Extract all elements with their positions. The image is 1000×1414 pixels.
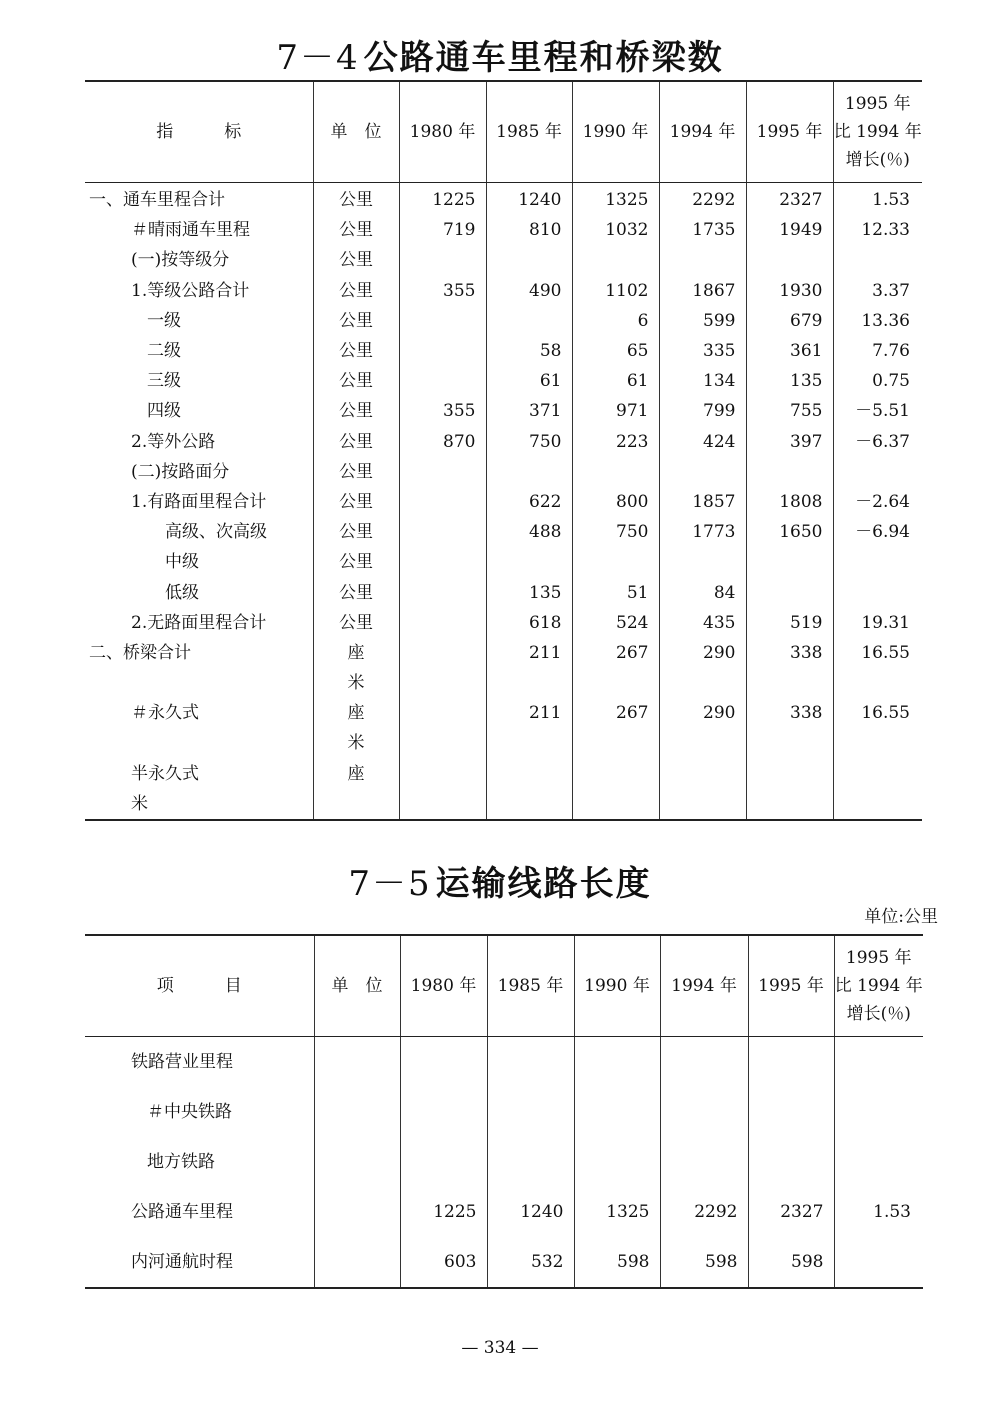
- row-unit: 公里: [313, 183, 399, 216]
- cell-v1980: [399, 517, 486, 547]
- header-growth-line1: 1995 年: [844, 94, 911, 114]
- row-label: [85, 728, 313, 758]
- cell-v1990: [572, 457, 659, 487]
- cell-growth: 12.33: [833, 215, 922, 245]
- header-1985: 1985 年: [486, 81, 572, 183]
- table-row: [85, 396, 922, 426]
- cell-v1980: 603: [400, 1237, 487, 1288]
- cell-v1995: 1808: [746, 487, 833, 517]
- cell-growth: [833, 728, 922, 758]
- header-growth-line3: 增长(％): [846, 1004, 911, 1024]
- row-label: 三级: [147, 371, 181, 392]
- cell-growth: [833, 668, 922, 698]
- row-label: 公路通车里程: [131, 1202, 233, 1222]
- cell-v1990: 61: [572, 366, 659, 396]
- cell-v1985: [486, 668, 572, 698]
- cell-v1995: 2327: [746, 183, 833, 216]
- cell-v1994: 424: [659, 427, 746, 457]
- cell-v1980: [399, 457, 486, 487]
- cell-v1980: [399, 698, 486, 728]
- row-label: 四级: [147, 401, 181, 422]
- header-unit: 单 位: [314, 935, 400, 1037]
- cell-v1995: [746, 668, 833, 698]
- row-label: 一、通车里程合计: [89, 190, 225, 211]
- cell-v1985: 488: [486, 517, 572, 547]
- header-1990: 1990 年: [574, 935, 660, 1037]
- header-growth-line3: 增长(％): [845, 150, 910, 170]
- cell-v1990: 65: [572, 336, 659, 366]
- cell-v1994: [660, 1137, 748, 1187]
- cell-growth: [834, 1037, 923, 1088]
- cell-v1994: 2292: [660, 1187, 748, 1237]
- cell-v1980: 870: [399, 427, 486, 457]
- row-label: 一级: [147, 310, 181, 331]
- cell-v1995: 2327: [748, 1187, 834, 1237]
- cell-v1980: [400, 1087, 487, 1137]
- cell-v1994: 335: [659, 336, 746, 366]
- header-1985: 1985 年: [487, 935, 574, 1037]
- cell-v1985: [487, 1137, 574, 1187]
- cell-v1990: 267: [572, 698, 659, 728]
- table-row: [85, 728, 922, 758]
- cell-v1995: 361: [746, 336, 833, 366]
- row-unit: [314, 1037, 400, 1088]
- cell-v1980: [399, 366, 486, 396]
- cell-v1985: 622: [486, 487, 572, 517]
- header-1995: 1995 年: [746, 81, 833, 183]
- cell-v1990: 1325: [574, 1187, 660, 1237]
- cell-v1980: [400, 1037, 487, 1088]
- cell-v1994: 1857: [659, 487, 746, 517]
- row-label: 低级: [165, 582, 199, 603]
- cell-v1995: [748, 1037, 834, 1088]
- row-label: 地方铁路: [147, 1152, 215, 1172]
- cell-v1994: 799: [659, 396, 746, 426]
- cell-growth: [833, 457, 922, 487]
- cell-growth: －6.94: [833, 517, 922, 547]
- row-label: (一)按等级分: [131, 250, 230, 271]
- cell-v1985: [486, 728, 572, 758]
- cell-v1990: 1325: [572, 183, 659, 216]
- cell-v1990: 51: [572, 577, 659, 607]
- cell-v1990: [572, 728, 659, 758]
- cell-v1994: 84: [659, 577, 746, 607]
- cell-v1995: 679: [746, 306, 833, 336]
- cell-v1995: [746, 789, 833, 820]
- cell-v1985: 61: [486, 366, 572, 396]
- cell-growth: [833, 547, 922, 577]
- row-unit: [314, 1137, 400, 1187]
- header-1994: 1994 年: [659, 81, 746, 183]
- table-row: [85, 1187, 923, 1237]
- table-row: [85, 1037, 923, 1088]
- cell-v1985: [486, 789, 572, 820]
- row-unit: 公里: [313, 427, 399, 457]
- cell-v1985: 618: [486, 608, 572, 638]
- cell-v1990: [572, 759, 659, 789]
- cell-v1985: 810: [486, 215, 572, 245]
- cell-v1994: [659, 245, 746, 275]
- cell-v1980: [399, 608, 486, 638]
- cell-growth: [833, 577, 922, 607]
- cell-v1990: 524: [572, 608, 659, 638]
- cell-v1990: 1032: [572, 215, 659, 245]
- table-7-4-body: [85, 183, 922, 820]
- table-row: [85, 487, 922, 517]
- cell-v1985: [487, 1037, 574, 1088]
- cell-v1995: 1650: [746, 517, 833, 547]
- table-7-5-body: [85, 1037, 923, 1289]
- cell-growth: [834, 1087, 923, 1137]
- row-label: 二级: [147, 341, 181, 362]
- table-row: [85, 276, 922, 306]
- cell-growth: 1.53: [834, 1187, 923, 1237]
- row-label: 内河通航时程: [131, 1252, 233, 1272]
- header-indicator: 指 标: [85, 81, 313, 183]
- cell-v1980: [399, 668, 486, 698]
- table-7-5-header-row: [85, 935, 923, 1037]
- cell-v1985: 1240: [486, 183, 572, 216]
- row-label: ＃永久式: [131, 703, 199, 724]
- cell-v1995: 519: [746, 608, 833, 638]
- cell-growth: [833, 759, 922, 789]
- cell-v1980: 1225: [400, 1187, 487, 1237]
- cell-growth: [833, 245, 922, 275]
- cell-v1995: 755: [746, 396, 833, 426]
- table-row: [85, 336, 922, 366]
- cell-v1980: [399, 789, 486, 820]
- cell-v1980: 355: [399, 276, 486, 306]
- row-label: [85, 668, 313, 698]
- row-unit: 公里: [313, 396, 399, 426]
- row-unit: 公里: [313, 366, 399, 396]
- table-7-4-title-text: 公路通车里程和桥梁数: [363, 38, 724, 78]
- cell-v1990: [574, 1137, 660, 1187]
- cell-growth: 19.31: [833, 608, 922, 638]
- cell-v1995: 135: [746, 366, 833, 396]
- table-row: [85, 1237, 923, 1288]
- table-7-5-unit-note: 单位:公里: [864, 907, 938, 927]
- cell-v1994: 1867: [659, 276, 746, 306]
- cell-v1994: [659, 668, 746, 698]
- header-growth-line2: 比 1994 年: [833, 122, 922, 142]
- header-growth-line2: 比 1994 年: [834, 976, 923, 996]
- row-label: 中级: [165, 552, 199, 573]
- cell-growth: －2.64: [833, 487, 922, 517]
- row-label: 二、桥梁合计: [89, 642, 191, 663]
- cell-v1990: 598: [574, 1237, 660, 1288]
- row-label: (二)按路面分: [131, 461, 230, 482]
- header-1994: 1994 年: [660, 935, 748, 1037]
- cell-growth: －5.51: [833, 396, 922, 426]
- cell-v1994: [660, 1087, 748, 1137]
- row-unit: [314, 1087, 400, 1137]
- row-unit: 座: [313, 638, 399, 668]
- cell-v1990: 800: [572, 487, 659, 517]
- cell-v1980: [399, 728, 486, 758]
- cell-v1985: 490: [486, 276, 572, 306]
- cell-v1994: 599: [659, 306, 746, 336]
- cell-v1990: 750: [572, 517, 659, 547]
- header-item: 项 目: [85, 935, 314, 1037]
- cell-v1985: 371: [486, 396, 572, 426]
- cell-v1995: 1949: [746, 215, 833, 245]
- row-unit: 座: [313, 698, 399, 728]
- header-growth: [834, 935, 923, 1037]
- cell-v1994: [659, 547, 746, 577]
- row-unit: 公里: [313, 336, 399, 366]
- row-label: 高级、次高级: [165, 522, 267, 543]
- cell-growth: 13.36: [833, 306, 922, 336]
- cell-v1985: [487, 1087, 574, 1137]
- row-label: 铁路营业里程: [131, 1052, 233, 1072]
- row-label: ＃中央铁路: [147, 1102, 232, 1122]
- cell-v1980: 719: [399, 215, 486, 245]
- table-row: [85, 1137, 923, 1187]
- cell-v1994: [659, 789, 746, 820]
- table-row: [85, 245, 922, 275]
- row-label: 1.有路面里程合计: [131, 491, 267, 512]
- table-7-4-header-row: [85, 81, 922, 183]
- cell-v1990: 1102: [572, 276, 659, 306]
- cell-v1990: [572, 245, 659, 275]
- cell-growth: [834, 1237, 923, 1288]
- cell-growth: 3.37: [833, 276, 922, 306]
- cell-v1985: 1240: [487, 1187, 574, 1237]
- cell-v1994: [659, 457, 746, 487]
- row-unit: 座: [313, 759, 399, 789]
- cell-v1995: [746, 728, 833, 758]
- cell-v1990: 267: [572, 638, 659, 668]
- row-unit: 公里: [313, 608, 399, 638]
- header-1990: 1990 年: [572, 81, 659, 183]
- row-unit: 公里: [313, 517, 399, 547]
- table-row: [85, 306, 922, 336]
- row-label: 半永久式: [131, 763, 199, 784]
- cell-v1994: 598: [660, 1237, 748, 1288]
- row-unit: 公里: [313, 276, 399, 306]
- cell-growth: 16.55: [833, 698, 922, 728]
- cell-v1994: 290: [659, 698, 746, 728]
- cell-v1995: [748, 1137, 834, 1187]
- cell-v1990: [574, 1087, 660, 1137]
- cell-v1994: [659, 728, 746, 758]
- table-row: [85, 183, 922, 216]
- cell-growth: 7.76: [833, 336, 922, 366]
- cell-v1985: [486, 306, 572, 336]
- cell-v1995: 1930: [746, 276, 833, 306]
- row-label: ＃晴雨通车里程: [131, 220, 250, 241]
- cell-v1980: [399, 759, 486, 789]
- cell-growth: 1.53: [833, 183, 922, 216]
- cell-v1990: [574, 1037, 660, 1088]
- cell-v1985: 58: [486, 336, 572, 366]
- table-row: [85, 638, 922, 668]
- cell-v1994: 290: [659, 638, 746, 668]
- cell-v1980: [399, 245, 486, 275]
- cell-growth: 16.55: [833, 638, 922, 668]
- cell-v1995: 338: [746, 638, 833, 668]
- cell-v1995: 598: [748, 1237, 834, 1288]
- cell-v1995: 397: [746, 427, 833, 457]
- cell-v1985: [486, 547, 572, 577]
- cell-v1985: [486, 245, 572, 275]
- table-row: [85, 759, 922, 789]
- row-unit: 米: [313, 668, 399, 698]
- cell-v1980: [399, 547, 486, 577]
- row-unit: [313, 789, 399, 820]
- row-label: 1.等级公路合计: [131, 280, 250, 301]
- cell-v1990: [572, 789, 659, 820]
- header-unit: 单 位: [313, 81, 399, 183]
- cell-v1985: [486, 457, 572, 487]
- row-unit: 公里: [313, 245, 399, 275]
- cell-v1985: [486, 759, 572, 789]
- cell-v1994: 134: [659, 366, 746, 396]
- row-unit: 公里: [313, 487, 399, 517]
- cell-v1990: [572, 547, 659, 577]
- table-row: [85, 366, 922, 396]
- cell-v1990: 6: [572, 306, 659, 336]
- cell-v1980: 355: [399, 396, 486, 426]
- row-unit: [314, 1237, 400, 1288]
- row-unit: 公里: [313, 577, 399, 607]
- cell-v1980: [399, 487, 486, 517]
- cell-v1994: 2292: [659, 183, 746, 216]
- cell-v1994: [660, 1037, 748, 1088]
- cell-v1985: 135: [486, 577, 572, 607]
- cell-v1995: [748, 1087, 834, 1137]
- cell-v1990: 223: [572, 427, 659, 457]
- cell-v1995: [746, 457, 833, 487]
- table-row: [85, 789, 922, 820]
- table-row: [85, 668, 922, 698]
- cell-v1980: [399, 306, 486, 336]
- table-7-5-title: [0, 856, 1000, 905]
- table-row: [85, 608, 922, 638]
- cell-v1995: [746, 577, 833, 607]
- header-1995: 1995 年: [748, 935, 834, 1037]
- cell-v1994: 435: [659, 608, 746, 638]
- table-row: [85, 577, 922, 607]
- header-1980: 1980 年: [400, 935, 487, 1037]
- cell-v1980: [399, 577, 486, 607]
- table-7-5-title-text: 运输线路长度: [435, 864, 652, 904]
- table-row: [85, 457, 922, 487]
- header-1980: 1980 年: [399, 81, 486, 183]
- row-label: 2.等外公路: [131, 431, 216, 452]
- cell-v1985: 532: [487, 1237, 574, 1288]
- cell-v1980: [399, 336, 486, 366]
- cell-v1995: [746, 759, 833, 789]
- row-unit: [314, 1187, 400, 1237]
- cell-v1980: [400, 1137, 487, 1187]
- table-row: [85, 215, 922, 245]
- cell-v1985: 211: [486, 638, 572, 668]
- table-7-5: [85, 934, 923, 1289]
- row-unit: 公里: [313, 215, 399, 245]
- table-row: [85, 1087, 923, 1137]
- row-label: 米: [131, 793, 148, 814]
- table-7-5-number: 7－5: [348, 864, 432, 904]
- cell-growth: －6.37: [833, 427, 922, 457]
- table-row: [85, 547, 922, 577]
- table-7-4-title: [0, 30, 1000, 79]
- table-row: [85, 427, 922, 457]
- cell-growth: [833, 789, 922, 820]
- cell-v1994: 1773: [659, 517, 746, 547]
- table-7-4-number: 7－4: [276, 38, 360, 78]
- cell-v1994: [659, 759, 746, 789]
- row-unit: 公里: [313, 457, 399, 487]
- cell-v1995: 338: [746, 698, 833, 728]
- row-label: 2.无路面里程合计: [131, 612, 267, 633]
- table-row: [85, 698, 922, 728]
- row-unit: 米: [313, 728, 399, 758]
- cell-v1980: 1225: [399, 183, 486, 216]
- cell-v1985: 750: [486, 427, 572, 457]
- header-growth: [833, 81, 922, 183]
- header-growth-line1: 1995 年: [845, 948, 912, 968]
- cell-v1990: [572, 668, 659, 698]
- cell-v1980: [399, 638, 486, 668]
- cell-v1985: 211: [486, 698, 572, 728]
- table-7-4: [85, 80, 922, 821]
- cell-v1995: [746, 245, 833, 275]
- row-unit: 公里: [313, 306, 399, 336]
- cell-growth: [834, 1137, 923, 1187]
- table-row: [85, 517, 922, 547]
- cell-growth: 0.75: [833, 366, 922, 396]
- cell-v1990: 971: [572, 396, 659, 426]
- cell-v1994: 1735: [659, 215, 746, 245]
- page-number: — 334 —: [461, 1338, 539, 1358]
- row-unit: 公里: [313, 547, 399, 577]
- cell-v1995: [746, 547, 833, 577]
